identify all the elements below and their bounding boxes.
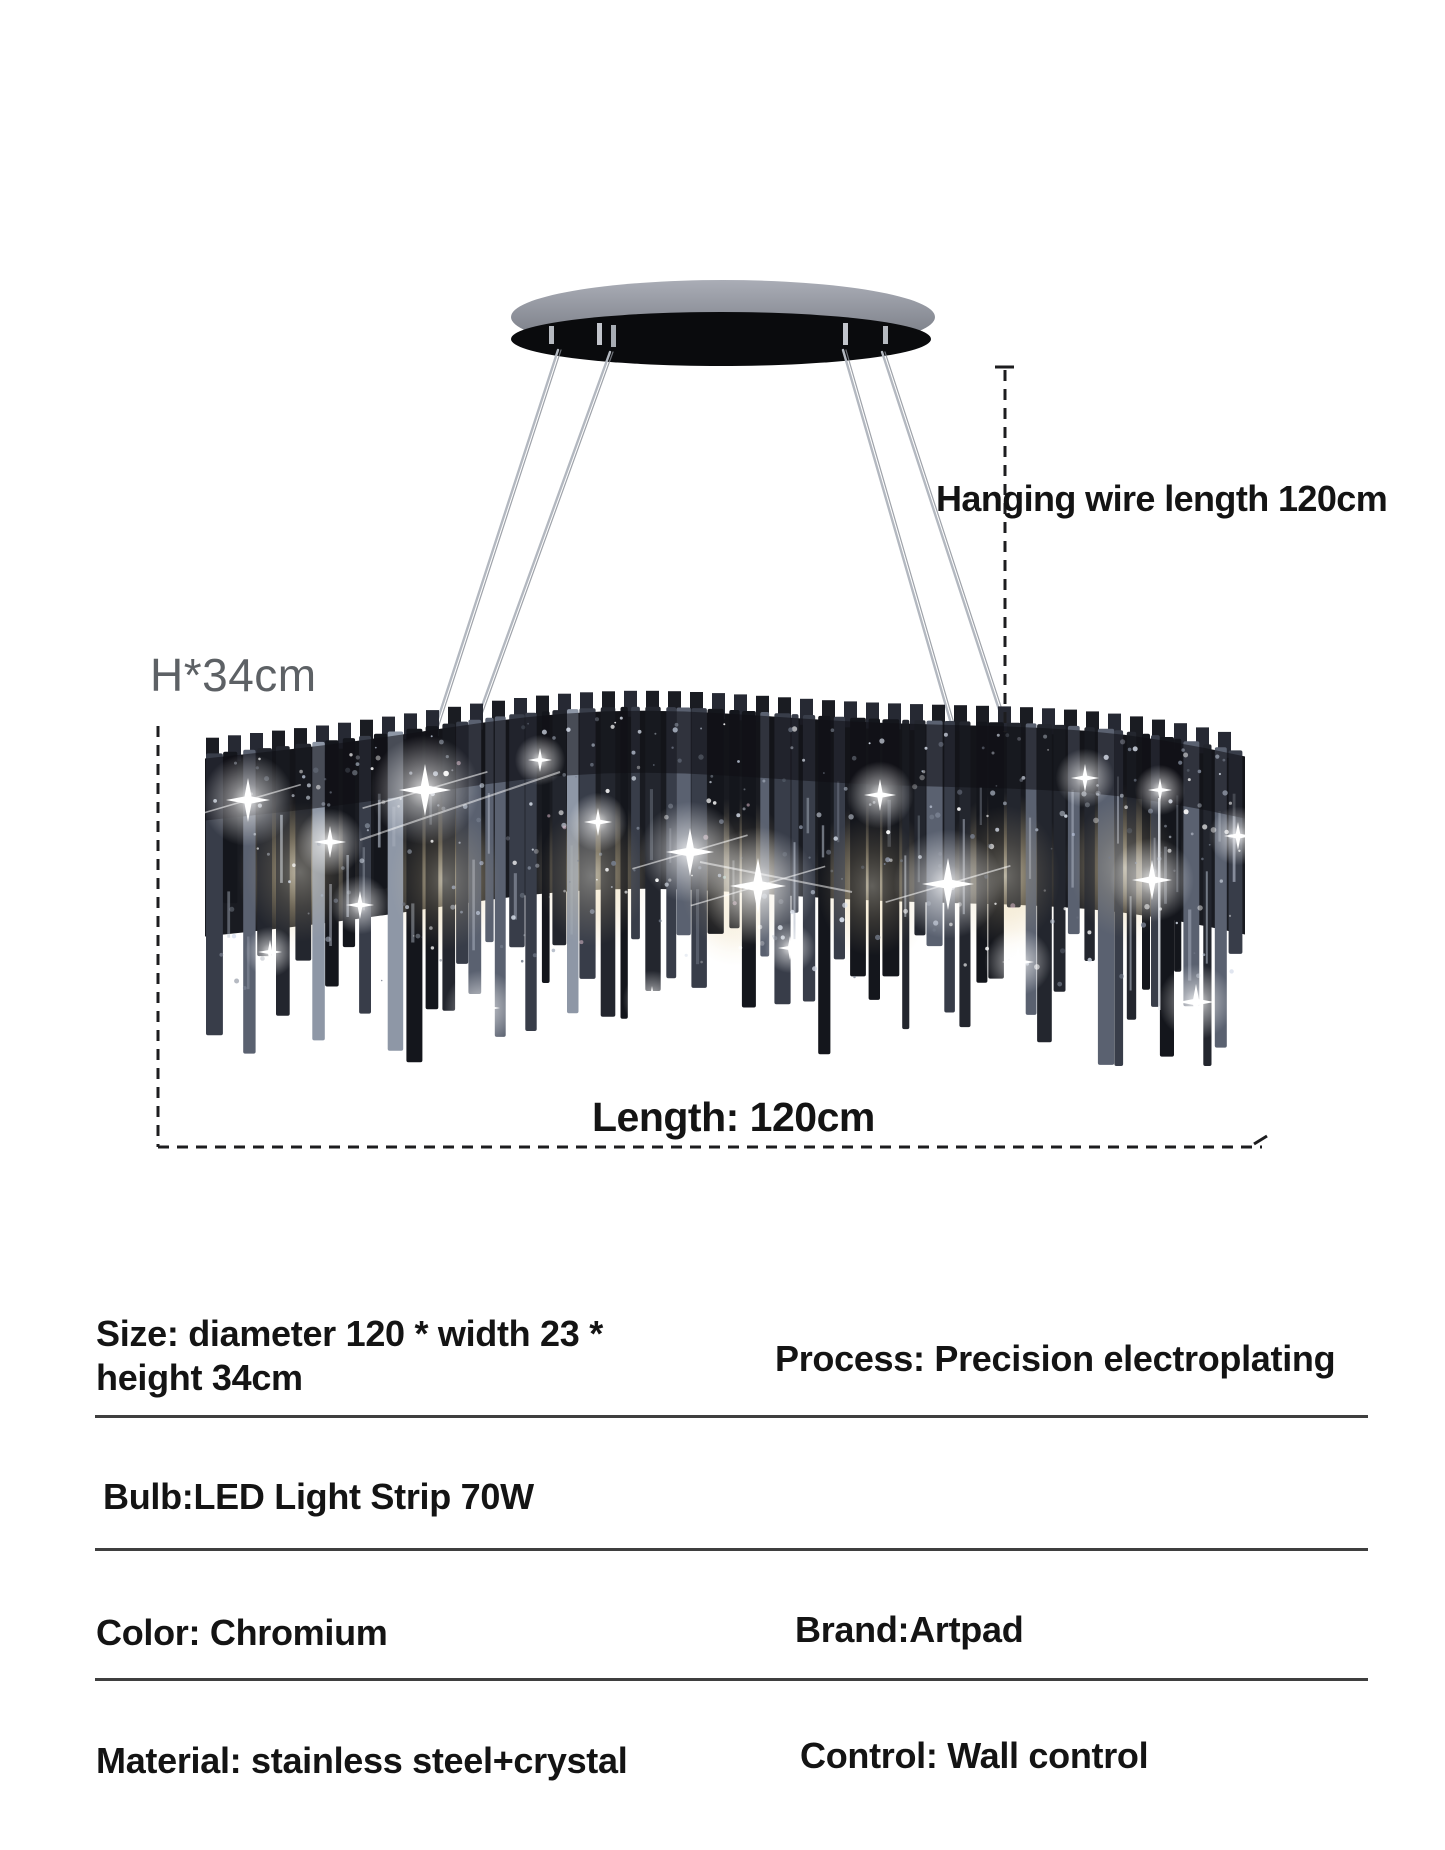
spec-process: Process: Precision electroplating bbox=[775, 1338, 1336, 1379]
spec-bulb: Bulb:LED Light Strip 70W bbox=[103, 1476, 534, 1517]
divider-1 bbox=[95, 1415, 1368, 1418]
spec-control: Control: Wall control bbox=[800, 1735, 1149, 1776]
spec-brand: Brand:Artpad bbox=[795, 1609, 1024, 1650]
hanging-wires bbox=[434, 350, 1009, 731]
spec-color: Color: Chromium bbox=[96, 1612, 388, 1653]
divider-3 bbox=[95, 1678, 1368, 1681]
ceiling-canopy bbox=[511, 280, 935, 366]
length-label: Length: 120cm bbox=[592, 1094, 875, 1140]
height-label: H*34cm bbox=[150, 649, 317, 701]
spec-size: Size: diameter 120 * width 23 * height 34cm bbox=[96, 1313, 603, 1398]
spec-material: Material: stainless steel+crystal bbox=[96, 1740, 628, 1781]
divider-2 bbox=[95, 1548, 1368, 1551]
hanging-wire-length-label: Hanging wire length 120cm bbox=[936, 478, 1388, 519]
length-dimension-tick bbox=[1254, 1136, 1267, 1144]
